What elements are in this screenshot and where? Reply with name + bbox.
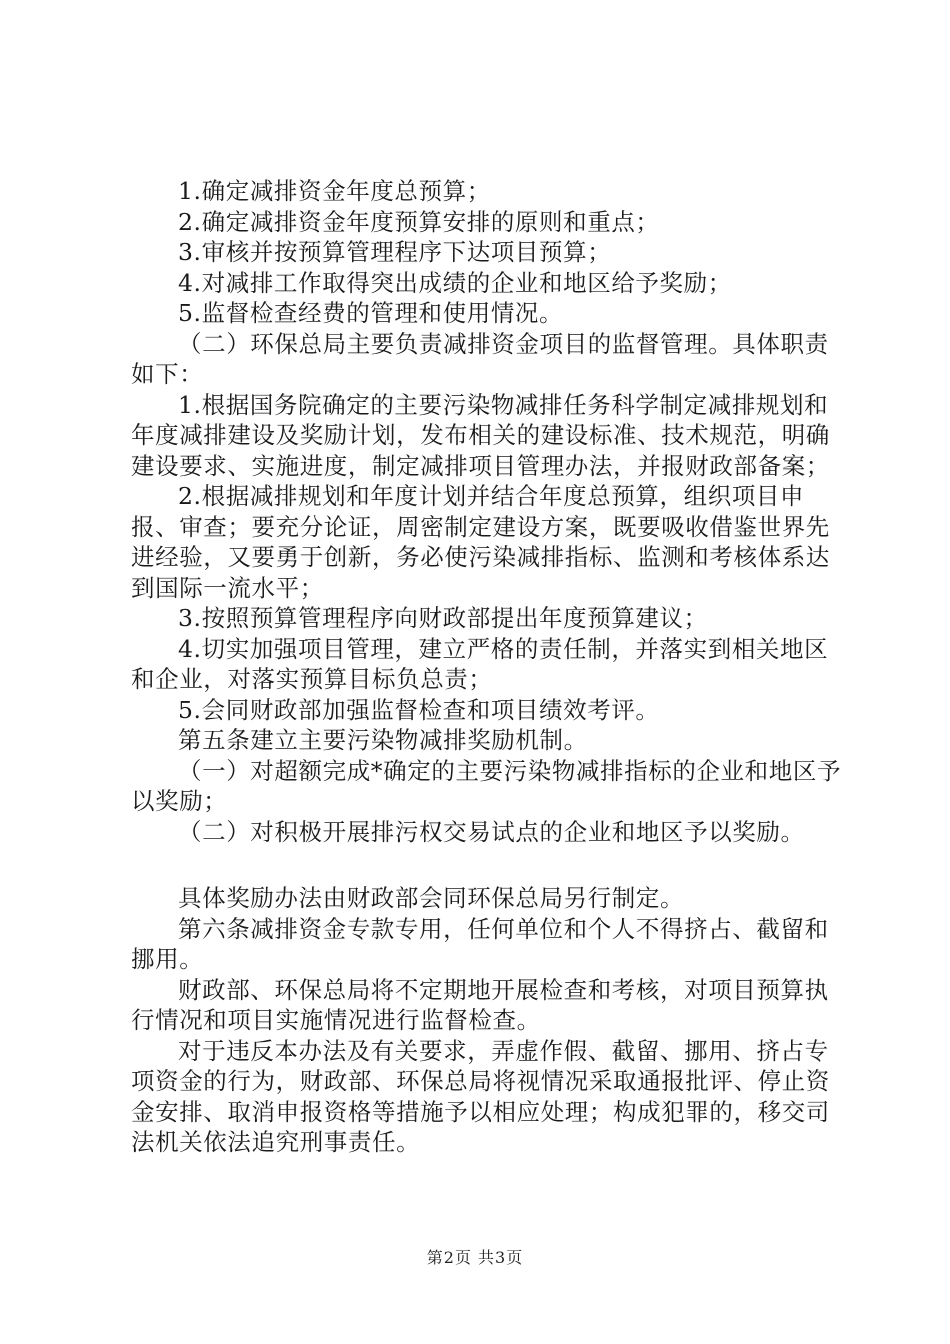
paragraph-duty-1: 1.根据国务院确定的主要污染物减排任务科学制定减排规划和年度减排建设及奖励计划，发布相关的建设标准、技术规范，明确建设要求、实施进度，制定减排项目管理办法，并报财政部备案； [131,390,830,480]
paragraph-item-3: 3.审核并按预算管理程序下达项目预算； [178,238,612,266]
paragraph-duty-4: 4.切实加强项目管理，建立严格的责任制，并落实到相关地区和企业，对落实预算目标负总责； [131,634,829,693]
document-body [131,176,851,1158]
page-number: 第2页 共3页 [426,1248,524,1267]
paragraph-article-5: 第五条建立主要污染物减排奖励机制。 [178,726,588,754]
paragraph-article-6: 第六条减排资金专款专用，任何单位和个人不得挤占、截留和挪用。 [131,914,829,973]
paragraph-gap [131,847,851,883]
paragraph-reward-2: （二）对积极开展排污权交易试点的企业和地区予以奖励。 [178,817,805,846]
paragraph-item-4: 4.对减排工作取得突出成绩的企业和地区给予奖励； [178,268,732,297]
paragraph-item-1: 1.确定减排资金年度总预算； [178,177,491,205]
paragraph-item-2: 2.确定减排资金年度预算安排的原则和重点； [178,207,660,236]
paragraph-penalty: 对于违反本办法及有关要求，弄虚作假、截留、挪用、挤占专项资金的行为，财政部、环保总局将视情况采取通报批评、停止资金安排、取消申报资格等措施予以相应处理；构成犯罪的，移交司法机关依法追究刑事责任。 [131,1036,830,1156]
paragraph-reward-method: 具体奖励办法由财政部会同环保总局另行制定。 [178,884,685,912]
paragraph-item-5: 5.监督检查经费的管理和使用情况。 [178,299,564,327]
paragraph-inspection: 财政部、环保总局将不定期地开展检查和考核，对项目预算执行情况和项目实施情况进行监督检查。 [131,975,829,1034]
paragraph-duty-3: 3.按照预算管理程序向财政部提出年度预算建议； [178,604,708,632]
paragraph-section-two: （二）环保总局主要负责减排资金项目的监督管理。具体职责如下： [131,329,829,388]
paragraph-duty-2: 2.根据减排规划和年度计划并结合年度总预算，组织项目申报、审查；要充分论证，周密制定建设方案，既要吸收借鉴世界先进经验，又要勇于创新，务必使污染减排指标、监测和考核体系达到国际一流水平； [131,482,830,602]
paragraph-duty-5: 5.会同财政部加强监督检查和项目绩效考评。 [178,695,660,724]
paragraph-reward-1: （一）对超额完成*确定的主要污染物减排指标的企业和地区予以奖励； [131,756,842,815]
